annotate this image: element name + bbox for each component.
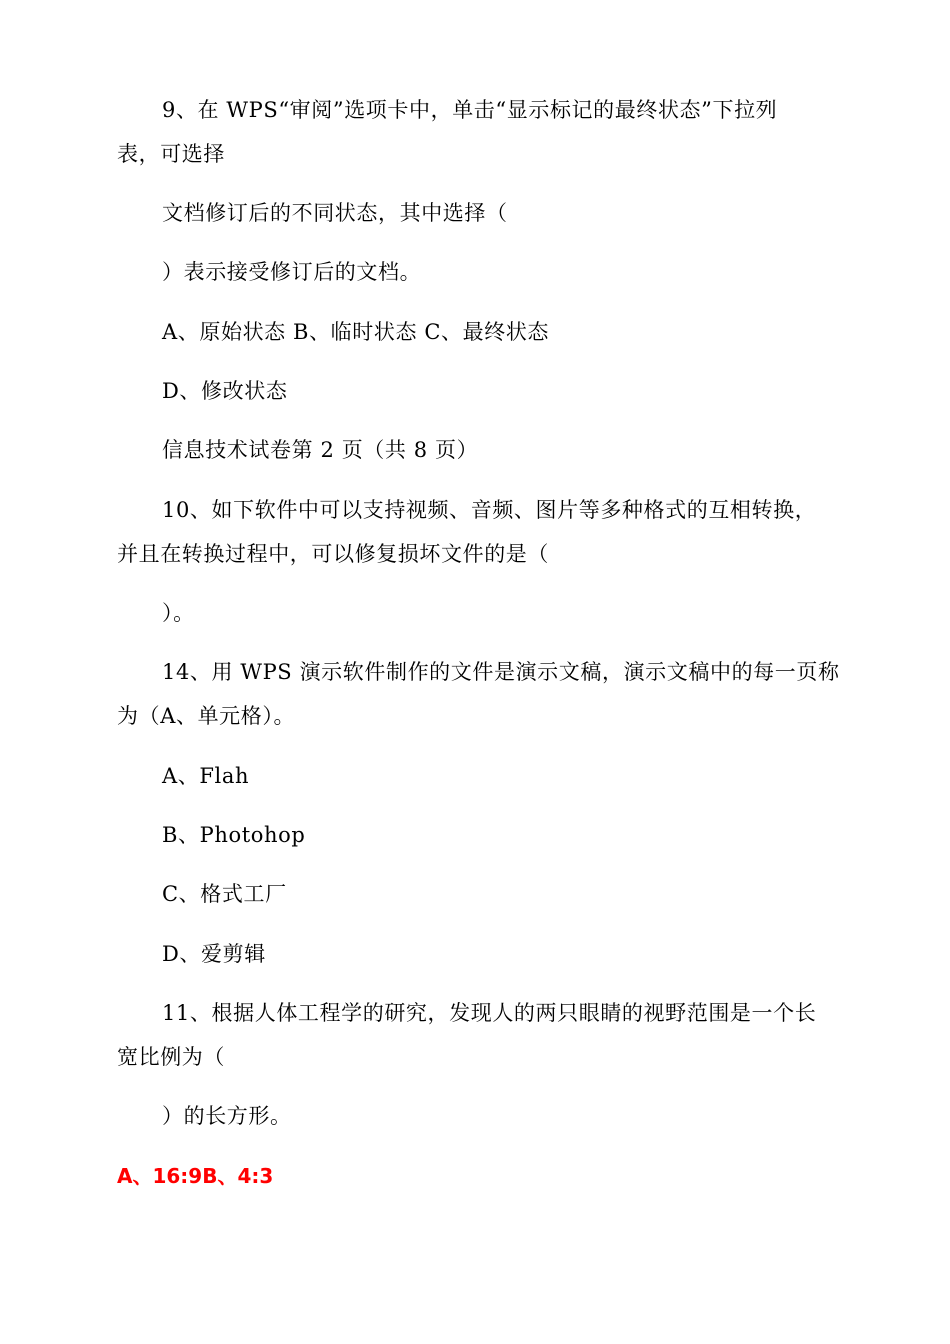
q10-line-2: 并且在转换过程中，可以修复损坏文件的是（	[117, 542, 549, 566]
q10-line-3: ）。	[162, 601, 195, 625]
q11-answer: A、16:9B、4:3	[117, 1164, 274, 1188]
option-c: C、格式工厂	[162, 882, 287, 906]
page-footer: 信息技术试卷第 2 页（共 8 页）	[162, 438, 479, 462]
q11-line-2: 宽比例为（	[117, 1045, 225, 1069]
q10-line-1: 10、如下软件中可以支持视频、音频、图片等多种格式的互相转换，	[162, 498, 817, 522]
q9-line-2: 表，可选择	[117, 142, 225, 166]
q9-line-4: ）表示接受修订后的文档。	[162, 260, 422, 284]
option-d: D、爱剪辑	[162, 942, 266, 966]
option-b: B、Photohop	[162, 823, 306, 847]
q14-line-2: 为（A、单元格）。	[117, 704, 296, 728]
q14-line-1: 14、用 WPS 演示软件制作的文件是演示文稿，演示文稿中的每一页称	[162, 660, 840, 684]
q11-line-3: ）的长方形。	[162, 1104, 292, 1128]
q9-option-d: D、修改状态	[162, 379, 288, 403]
option-a: A、Flah	[162, 764, 250, 788]
q9-line-3: 文档修订后的不同状态，其中选择（	[162, 201, 508, 225]
q11-line-1: 11、根据人体工程学的研究，发现人的两只眼睛的视野范围是一个长	[162, 1001, 817, 1025]
q9-options-abc: A、原始状态 B、临时状态 C、最终状态	[162, 320, 550, 344]
q9-line-1: 9、在 WPS“审阅”选项卡中，单击“显示标记的最终状态”下拉列	[162, 98, 778, 122]
